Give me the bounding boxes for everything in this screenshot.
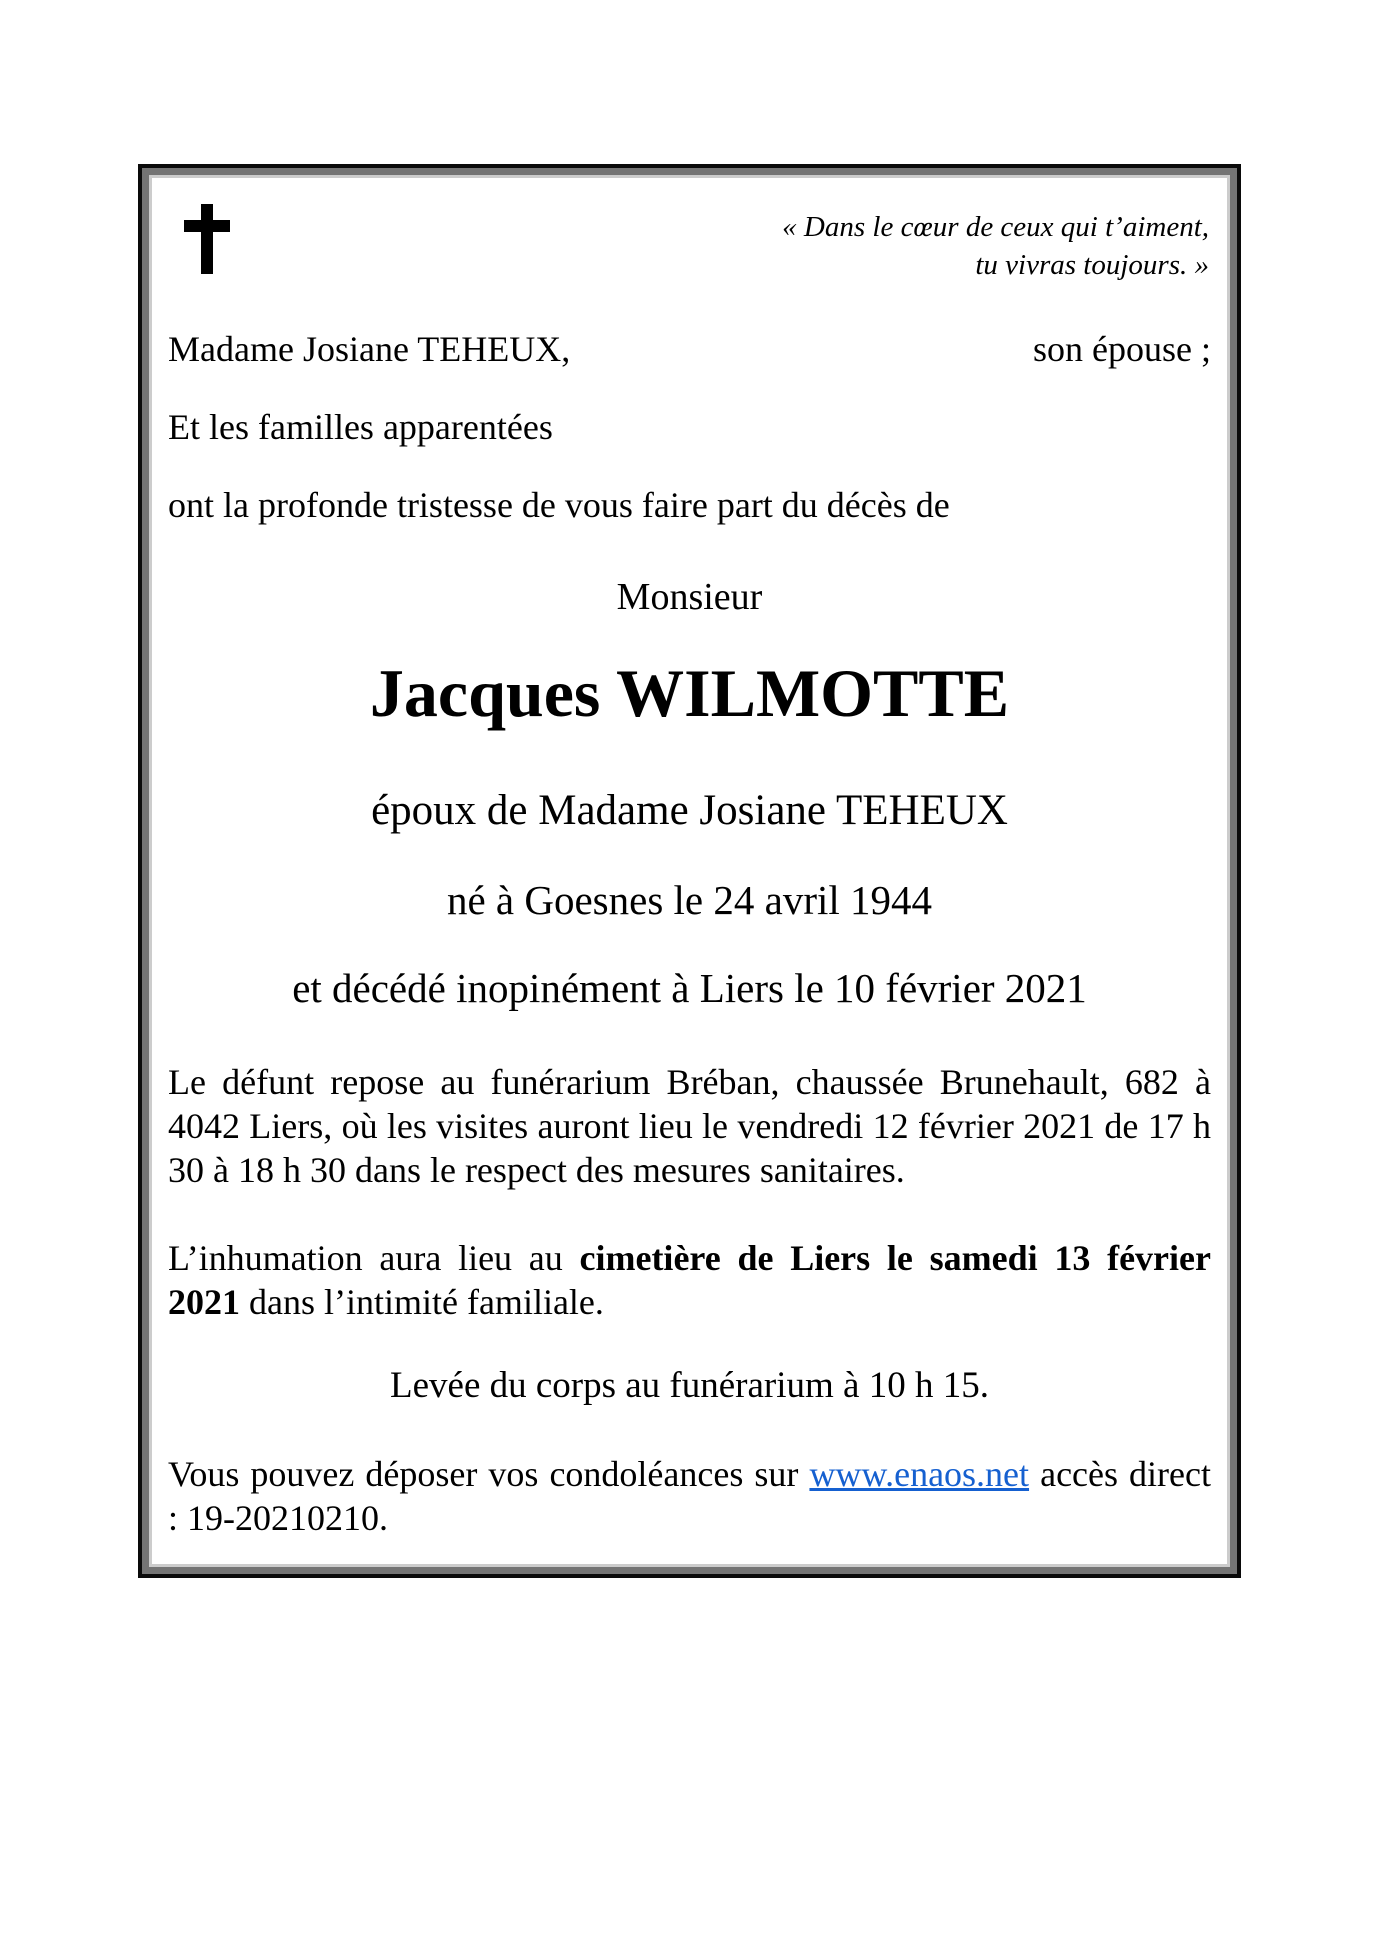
quote-line-2: tu vivras toujours. » — [975, 249, 1209, 281]
death-line: et décédé inopinément à Liers le 10 février 2021 — [292, 965, 1087, 1011]
relative-name: Madame Josiane TEHEUX, — [168, 329, 571, 369]
civility-title: Monsieur — [616, 576, 763, 618]
sadness-line: ont la profonde tristesse de vous faire part du décès de — [168, 485, 950, 525]
frame-shadow-band — [142, 168, 1237, 1574]
spouse-line: époux de Madame Josiane TEHEUX — [371, 787, 1008, 834]
text-segment: dans l’intimité familiale. — [240, 1282, 604, 1322]
quote-line-1: « Dans le cœur de ceux qui t’aiment, — [782, 211, 1209, 243]
families-line: Et les familles apparentées — [168, 407, 553, 447]
latin-cross-icon — [168, 192, 230, 279]
text-segment: accès direct : 19-20210210. — [168, 1454, 1211, 1538]
bold-text-segment: cimetière de Liers le samedi 13 février 2021 — [168, 1238, 1211, 1322]
birth-line: né à Goesnes le 24 avril 1944 — [446, 877, 933, 923]
deceased-name: Jacques WILMOTTE — [369, 655, 1010, 731]
enaos-link[interactable]: www.enaos.net — [809, 1454, 1030, 1494]
announcement-frame — [138, 164, 1241, 1578]
memorial-quote — [782, 192, 1211, 284]
spouse-row — [168, 328, 1211, 370]
inhumation-paragraph — [168, 1236, 1211, 1324]
header-row — [168, 192, 1211, 284]
condolences-paragraph — [168, 1452, 1211, 1540]
announcement-card — [149, 175, 1230, 1567]
repose-paragraph: Le défunt repose au funérarium Bréban, chaussée Brunehault, 682 à 4042 Liers, où les visites auront lieu le vendredi 12 février 2021 de 17 h 30 à 18 h 30 dans le respect des mesures sanitaires. — [168, 1062, 1211, 1190]
levee-line: Levée du corps au funérarium à 10 h 15. — [390, 1365, 989, 1406]
relation-label: son épouse ; — [1033, 329, 1211, 369]
text-segment: L’inhumation aura lieu au — [168, 1238, 580, 1278]
text-segment: Vous pouvez déposer vos condoléances sur — [168, 1454, 810, 1494]
